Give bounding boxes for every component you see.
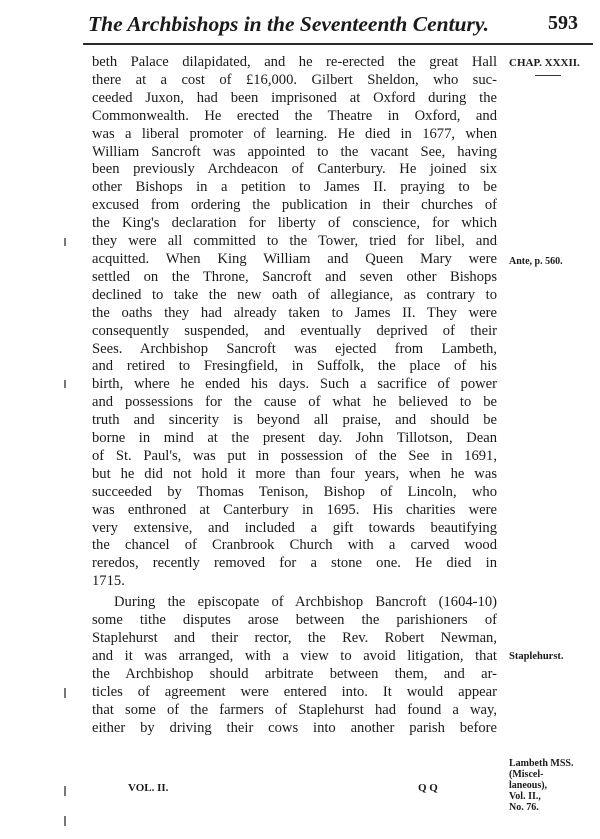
text-line: the oaths they had already taken to James II. They were: [92, 304, 497, 321]
body-text: [92, 54, 497, 737]
margin-chapter-rule: [535, 75, 561, 76]
text-line: truth and sincerity is beyond all praise, and should be: [92, 412, 497, 429]
margin-lambeth-line: Lambeth MSS.: [509, 758, 574, 769]
text-line: ticles of agreement were entered into. It would appear: [92, 683, 497, 700]
margin-lambeth-line: No. 76.: [509, 802, 539, 813]
scan-mark: [64, 380, 66, 388]
page-number: 593: [548, 12, 578, 34]
header-rule: [83, 43, 593, 45]
text-line: Sees. Archbishop Sancroft was ejected from Lambeth,: [92, 340, 497, 357]
text-line: reredos, recently removed for a stone one. He died in: [92, 555, 497, 572]
text-line: 1715.: [92, 573, 125, 590]
text-line: and retired to Fresingfield, in Suffolk, the place of his: [92, 358, 497, 375]
text-line: and possessions for the cause of what he believed to be: [92, 394, 497, 411]
text-line: either by driving their cows into another parish before: [92, 719, 497, 736]
text-line: birth, where he ended his days. Such a sacrifice of power: [92, 376, 497, 393]
text-line: consequently suspended, and eventually deprived of their: [92, 322, 497, 339]
text-line: beth Palace dilapidated, and he re-erected the great Hall: [92, 54, 497, 70]
paragraph-1: [92, 54, 497, 591]
text-line: was a liberal promoter of learning. He died in 1677, when: [92, 125, 497, 142]
text-line: ceeded Juxon, had been imprisoned at Oxford during the: [92, 89, 497, 106]
running-title: The Archbishops in the Seventeenth Century.: [88, 12, 489, 36]
running-header: [88, 12, 588, 42]
footer-volume: VOL. II.: [128, 782, 169, 794]
text-line: the Archbishop should arbitrate between them, and ar-: [92, 665, 497, 682]
text-line: During the episcopate of Archbishop Bancroft (1604-10): [114, 594, 497, 611]
margin-lambeth-line: laneous),: [509, 780, 548, 791]
margin-lambeth-line: (Miscel-: [509, 769, 544, 780]
text-line: some tithe disputes arose between the parishioners of: [92, 612, 497, 629]
text-line: and it was arranged, with a view to avoid litigation, that: [92, 647, 497, 664]
margin-cross-reference: Ante, p. 560.: [509, 256, 563, 267]
text-line: the chancel of Cranbrook Church with a carved wood: [92, 537, 497, 554]
margin-staplehurst-note: Staplehurst.: [509, 651, 564, 662]
text-line: other Bishops in a petition to James II. praying to be: [92, 179, 497, 196]
text-line: borne in mind at the present day. John Tillotson, Dean: [92, 430, 497, 447]
scan-mark: [64, 786, 66, 796]
margin-lambeth-note: [509, 758, 573, 813]
text-line: Commonwealth. He erected the Theatre in Oxford, and: [92, 107, 497, 124]
text-line: excused from ordering the publication in their churches of: [92, 197, 497, 214]
text-line: declined to take the new oath of allegiance, as contrary to: [92, 286, 497, 303]
text-line: the King's declaration for liberty of conscience, for which: [92, 215, 497, 232]
text-line: but he did not hold it more than four years, when he was: [92, 465, 497, 482]
text-line: there at a cost of £16,000. Gilbert Sheldon, who suc-: [92, 71, 497, 88]
text-line: settled on the Throne, Sancroft and seven other Bishops: [92, 268, 497, 285]
text-line: of St. Paul's, was put in possession of the See in 1691,: [92, 447, 497, 464]
text-line: William Sancroft was appointed to the vacant See, having: [92, 143, 497, 160]
text-line: they were all committed to the Tower, tried for libel, and: [92, 233, 497, 250]
text-line: been previously Archdeacon of Canterbury. He joined six: [92, 161, 497, 178]
margin-lambeth-line: Vol. II.,: [509, 791, 541, 802]
text-line: that some of the farmers of Staplehurst had found a way,: [92, 701, 497, 718]
scan-mark: [64, 688, 66, 698]
scan-mark: [64, 816, 66, 826]
text-line: succeeded by Thomas Tenison, Bishop of Lincoln, who: [92, 483, 497, 500]
text-line: was enthroned at Canterbury in 1695. His charities were: [92, 501, 497, 518]
text-line: very extensive, and included a gift towards beautifying: [92, 519, 497, 536]
footer-signature: Q Q: [418, 782, 438, 794]
margin-chapter-note: CHAP. XXXII.: [509, 57, 580, 69]
text-line: Staplehurst and their rector, the Rev. Robert Newman,: [92, 630, 497, 646]
text-line: acquitted. When King William and Queen Mary were: [92, 250, 497, 267]
paragraph-2: [92, 594, 497, 737]
scan-mark: [64, 238, 66, 246]
